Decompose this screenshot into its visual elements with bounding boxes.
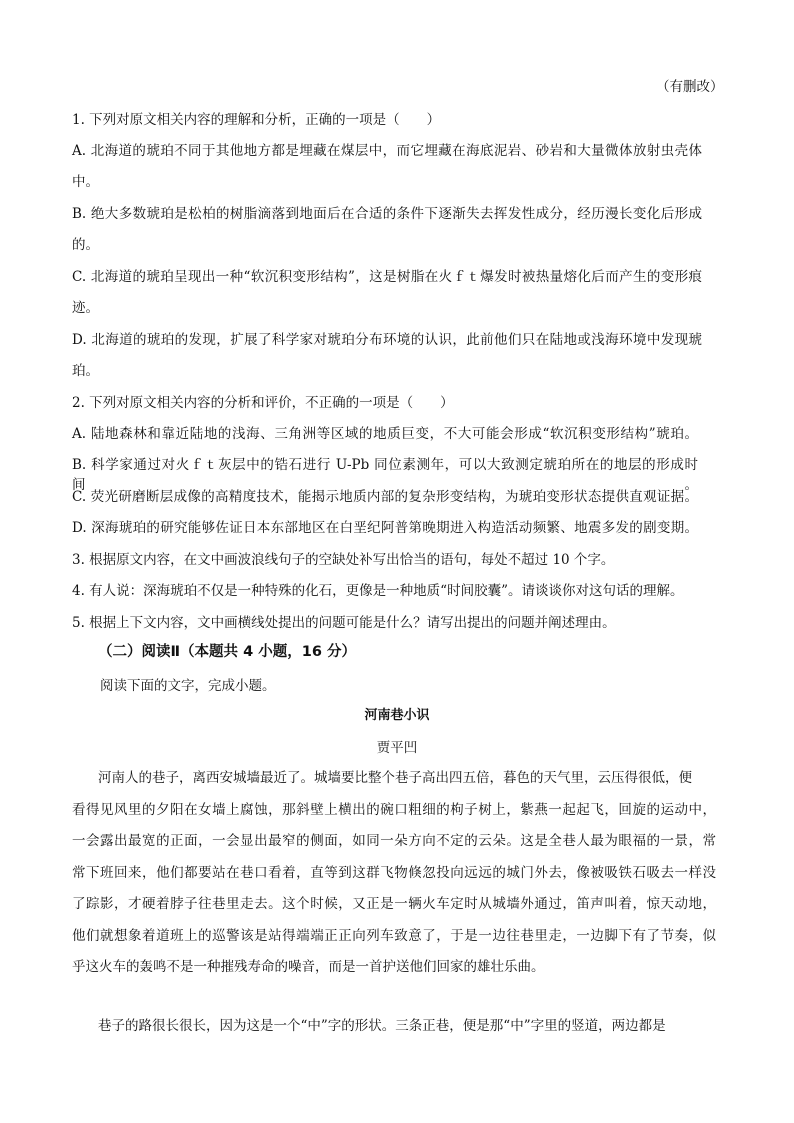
section-heading: （二）阅读Ⅱ（本题共 4 小题，16 分） [98,644,356,660]
article-title: 河南巷小识 [364,708,430,723]
paragraph-line: 他们就想象着道班上的巡警该是站得端端正正向列车致意了，于是一边往巷里走，一边脚下有了节奏，似 [72,928,716,944]
question-2-option-b: B. 科学家通过对火ｆｔ灰层中的锆石进行 U-Pb 同位素测年，可以大致测定琥珀所在的地层的形成时间。 [72,457,698,493]
question-1-option-a-cont: 中。 [72,174,99,190]
question-5: 5. 根据上下文内容，文中画横线处提出的问题可能是什么？请写出提出的问题并阐述理由。 [72,615,616,631]
question-2-option-d: D. 深海琥珀的研究能够佐证日本东部地区在白垩纪阿普第晚期进入构造活动频繁、地震多发的剧变期。 [72,520,698,536]
question-2-option-a: A. 陆地森林和靠近陆地的浅海、三角洲等区域的地质巨变，不大可能会形成“软沉积变形结构”琥珀。 [72,426,698,442]
paragraph-line: 了踪影，才硬着脖子往巷里走去。这个时候，又正是一辆火车定时从城墙外通过，笛声叫着，惊天动地， [72,896,716,912]
paragraph-line: 一会露出最宽的正面，一会显出最窄的侧面，如同一朵方向不定的云朵。这是全巷人最为眼福的一景，常 [72,833,716,849]
question-1-option-b-cont: 的。 [72,237,99,253]
question-2-option-c: C. 荧光研磨断层成像的高精度技术，能揭示地质内部的复杂形变结构，为琥珀变形状态提供直观证据。 [72,489,698,505]
section-instruction: 阅读下面的文字，完成小题。 [100,678,276,694]
paragraph-line: 巷子的路很长很长，因为这是一个“中”字的形状。三条正巷，便是那“中”字里的竖道，两边都是 [98,1018,666,1034]
paragraph-line: 看得见风里的夕阳在女墙上腐蚀，那斜壁上横出的碗口粗细的枸子树上，紫燕一起起飞，回旋的运动中， [72,802,716,818]
paragraph-line: 河南人的巷子，离西安城墙最近了。城墙要比整个巷子高出四五倍，暮色的天气里，云压得很低，便 [98,770,692,786]
question-1-stem: 1. 下列对原文相关内容的理解和分析，正确的一项是（ ） [72,112,441,128]
question-1-option-c-cont: 迹。 [72,300,99,316]
question-1-option-d: D. 北海道的琥珀的发现，扩展了科学家对琥珀分布环境的认识，此前他们只在陆地或浅海环境中发现琥 [72,332,702,348]
question-2-stem: 2. 下列对原文相关内容的分析和评价，不正确的一项是（ ） [72,395,454,411]
question-4: 4. 有人说：深海琥珀不仅是一种特殊的化石，更像是一种地质“时间胶囊”。请谈谈你对这句话的理解。 [72,583,684,599]
paragraph-line: 乎这火车的轰鸣不是一种摧残寿命的噪音，而是一首护送他们回家的雄壮乐曲。 [72,959,545,975]
paragraph-line: 常下班回来，他们都要站在巷口看着，直等到这群飞物倏忽投向远远的城门外去，像被吸铁石吸去一样没 [72,865,716,881]
article-author: 贾平凹 [376,740,418,756]
question-3: 3. 根据原文内容，在文中画波浪线句子的空缺处补写出恰当的语句，每处不超过 10 个字。 [72,552,615,568]
question-1-option-c: C. 北海道的琥珀呈现出一种“软沉积变形结构”，这是树脂在火ｆｔ爆发时被热量熔化后而产生的变形痕 [72,269,702,285]
revision-note: （有删改） [656,79,724,95]
question-1-option-a: A. 北海道的琥珀不同于其他地方都是埋藏在煤层中，而它埋藏在海底泥岩、砂岩和大量微体放射虫壳体 [72,143,702,159]
question-1-option-b: B. 绝大多数琥珀是松柏的树脂滴落到地面后在合适的条件下逐渐失去挥发性成分，经历漫长变化后形成 [72,206,702,222]
question-1-option-d-cont: 珀。 [72,363,99,379]
